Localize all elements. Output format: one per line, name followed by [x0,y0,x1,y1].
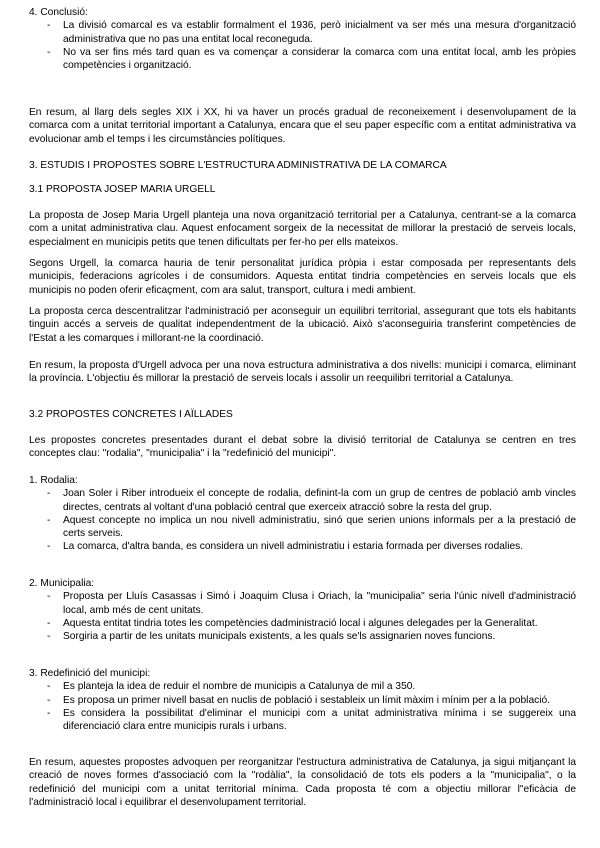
section-3-block [29,159,576,172]
list-item: - La divisió comarcal es va establir formalment el 1936, però inicialment va ser més una mesura d'organització administrativa que no pas una entitat local reconeguda. [47,20,576,45]
redefinicio-title: 3. Redefinició del municipi: [29,668,151,679]
paragraph: En resum, la proposta d'Urgell advoca per una nova estructura administrativa a dos nivells: municipi i comarca, eliminant la província. L'objectiu és millorar la prestació de serveis locals i assolir un reequilibri territorial a Catalunya. [29,360,576,385]
list-item: - Es planteja la idea de reduir el nombre de municipis a Catalunya de mil a 350. [47,681,416,693]
section-3-2-title: 3.2 PROPOSTES CONCRETES I AÏLLADES [29,409,233,420]
section-3-1-p1-block [29,209,576,249]
municipalia-bullets [29,590,576,643]
list-item: - Es proposa un primer nivell basat en nuclis de població i sestableix un límit màxim i mínim per a la població. [47,694,550,706]
list-item: - Joan Soler i Riber introdueix el concepte de rodalia, definint-la com un grup de centres de població amb vincles directes, centrats al voltant d'una població central que exerceix atracció sobre la resta del grup. [47,488,576,513]
section-3-2-intro: Les propostes concretes presentades durant el debat sobre la divisió territorial de Catalunya se centren en tres conceptes clau: "rodalia", "municipalia" i la "redefinició del municipi". [29,435,576,460]
section-3-2-summary: En resum, aquestes propostes advoquen per reorganitzar l'estructura administrativa de Catalunya, ja sigui mitjançant la creació de noves formes d'associació com la "rodàlia", la consolidació de tots els poders a la "municipalia", o la redefinició del municipi com a unitat territorial mínima. Cada proposta té com a objectiu millorar l"eficàcia de l'administració local i equilibrar el desenvolupament territorial. [29,757,576,808]
municipalia-block [29,577,576,643]
redefinicio-block [29,667,576,733]
section-3-2-heading-block [29,408,576,421]
redefinicio-bullets [29,680,576,733]
section-4 [29,6,576,72]
section-4-summary: En resum, al llarg dels segles XIX i XX, hi va haver un procés gradual de reconeixement i desenvolupament de la comarca com a unitat territorial important a Catalunya, encara que el seu paper específic com a entitat administrativa va evolucionar amb el temps i les circumstàncies polítiques. [29,107,576,145]
list-item: - La comarca, d'altra banda, es considera un nivell administratiu i estaria formada per diverses rodalies. [47,541,524,553]
section-4-title: 4. Conclusió: [29,7,88,18]
section-4-summary-block [29,106,576,146]
rodalia-block [29,474,576,554]
rodalia-bullets [29,487,576,553]
paragraph: Segons Urgell, la comarca hauria de tenir personalitat jurídica pròpia i estar composada per representants dels municipis, federacions agrícoles i de consumidors. Aquesta entitat tindria competències en serveis locals que els municipis no poden oferir eficaçment, com ara salut, transport, cultura i medi ambient. [29,258,576,296]
list-item: - Es considera la possibilitat d'eliminar el municipi com a unitat administrativa mínima i se suggereix una diferenciació clara entre municipis rurals i urbans. [47,707,576,733]
rodalia-title: 1. Rodalia: [29,475,78,486]
section-3-1-p3-block [29,305,576,345]
list-item: - Proposta per Lluís Casassas i Simó i Joaquim Clusa i Oriach, la "municipalia" seria l'únic nivell d'administració local, amb més de cent unitats. [47,591,576,616]
section-3-1-heading-block [29,183,576,196]
section-3-2-intro-block [29,434,576,461]
section-3-1-p4-block [29,359,576,386]
section-3-title: 3. ESTUDIS I PROPOSTES SOBRE L'ESTRUCTURA ADMINISTRATIVA DE LA COMARCA [29,160,447,171]
paragraph: La proposta de Josep Maria Urgell planteja una nova organització territorial per a Catalunya, centrant-se a la comarca com a unitat administrativa clau. Aquest enfocament sorgeix de la necessitat de millorar la prestació de serveis locals, especialment en municipis petits que tenen dificultats per fer-ho per ells mateixos. [29,210,576,248]
municipalia-title: 2. Municipalia: [29,578,95,589]
section-3-1-title: 3.1 PROPOSTA JOSEP MARIA URGELL [29,184,216,195]
section-4-bullets [29,19,576,72]
section-3-2-summary-block [29,756,576,809]
list-item: - Aquesta entitat tindria totes les competències dadministració local i algunes delegades per la Generalitat. [47,617,538,629]
list-item: - Aquest concepte no implica un nou nivell administratiu, sinó que serien unions informals per a la prestació de certs serveis. [47,514,576,540]
paragraph: La proposta cerca descentralitzar l'administració per aconseguir un equilibri territorial, assegurant que tots els habitants tinguin accés a serveis de qualitat independentment de la ubicació. Això s'aconseguiria transferint competències de l'Estat a les comarques i millorant-ne la coordinació. [29,306,576,344]
list-item: - Sorgiria a partir de les unitats municipals existents, a les quals se'ls assignarien noves funcions. [47,631,496,643]
list-item: - No va ser fins més tard quan es va començar a considerar la comarca com una entitat local, amb les pròpies competències i organització. [47,46,576,72]
section-3-1-p2-block [29,257,576,297]
